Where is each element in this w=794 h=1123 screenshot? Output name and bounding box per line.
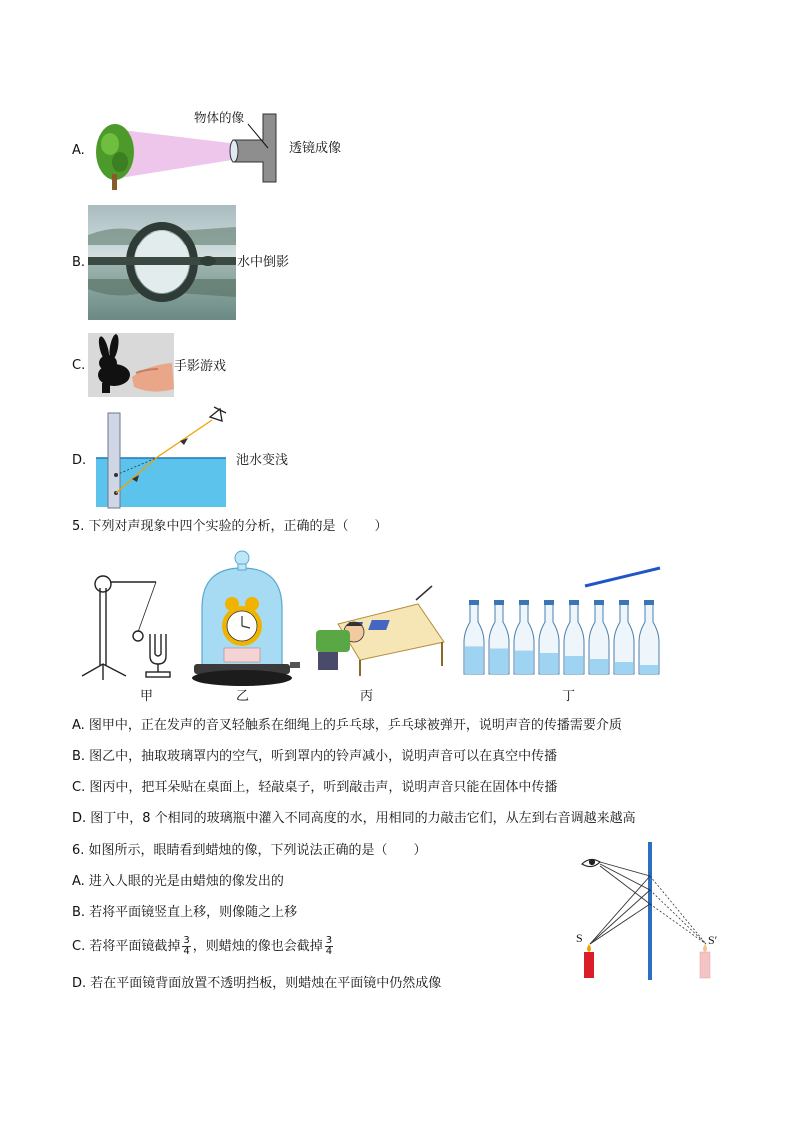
bottle-water xyxy=(590,659,608,674)
q6-option-b: B. 若将平面镜竖直上移，则像随之上移 xyxy=(72,905,298,920)
q6-option-c-mid: ，则蜡烛的像也会截掉 xyxy=(192,939,323,954)
bottle-water xyxy=(515,651,533,674)
q6-option-d: D. 若在平面镜背面放置不透明挡板，则蜡烛在平面镜中仍然成像 xyxy=(72,976,442,991)
fraction-three-quarters: $\frac{3}{4}$ xyxy=(183,935,190,957)
q5-option-b: B. 图乙中，抽取玻璃罩内的空气，听到罩内的铃声减小，说明声音可以在真空中传播 xyxy=(72,749,558,764)
pool-refraction-figure xyxy=(96,405,228,508)
bottle-water xyxy=(640,665,658,674)
q6-stem: 6. 如图所示，眼睛看到蜡烛的像，下列说法正确的是（ ） xyxy=(72,843,427,858)
eye-icon xyxy=(582,859,600,866)
q5-option-a: A. 图甲中，正在发声的音叉轻触系在细绳上的乒乓球，乒乓球被弹开，说明声音的传播需要介质 xyxy=(72,718,622,733)
eye-icon xyxy=(210,407,226,421)
bottle-water xyxy=(615,662,633,674)
label-s: S xyxy=(576,931,583,945)
bottle-cap xyxy=(569,600,579,605)
fraction-three-quarters-2: $\frac{3}{4}$ xyxy=(325,935,333,957)
plane-mirror-figure xyxy=(570,840,730,985)
option-d-letter: D. xyxy=(72,453,87,468)
striker-rod xyxy=(585,568,660,586)
label-yi: 乙 xyxy=(236,689,250,704)
q6-option-c-pre: C. 若将平面镜截掉 xyxy=(72,939,181,954)
option-a-letter: A. xyxy=(72,143,85,158)
label-jia: 甲 xyxy=(140,689,154,704)
bottle-cap xyxy=(519,600,529,605)
candle-image xyxy=(700,952,710,978)
bottle-water xyxy=(540,653,558,674)
option-d-label: 池水变浅 xyxy=(236,453,289,468)
bottle-cap xyxy=(469,600,479,605)
bottle-cap xyxy=(644,600,654,605)
glass-rod xyxy=(108,413,120,508)
bottle-cap xyxy=(619,600,629,605)
bottle-water xyxy=(565,656,583,674)
image-label: 物体的像 xyxy=(194,110,245,125)
candle xyxy=(584,952,594,978)
q5-option-c: C. 图丙中，把耳朵贴在桌面上，轻敲桌子，听到敲击声，说明声音只能在固体中传播 xyxy=(72,780,558,795)
label-s-prime: S′ xyxy=(708,933,718,947)
q6-option-c xyxy=(72,934,335,960)
option-c-letter: C. xyxy=(72,358,86,373)
desk-listening-scene xyxy=(316,586,444,676)
option-b-letter: B. xyxy=(72,255,86,270)
tuning-fork-apparatus xyxy=(82,576,170,680)
lens-imaging-figure xyxy=(88,104,288,194)
bottle-water xyxy=(465,646,483,674)
hand-shadow-figure xyxy=(88,333,174,397)
bottle-row xyxy=(464,600,659,674)
q6-option-a: A. 进入人眼的光是由蜡烛的像发出的 xyxy=(72,874,284,889)
bell-jar-apparatus xyxy=(192,551,300,686)
label-bing: 丙 xyxy=(360,689,374,704)
label-ding: 丁 xyxy=(562,689,576,704)
q5-option-d: D. 图丁中，8 个相同的玻璃瓶中灌入不同高度的水，用相同的力敲击它们，从左到右音调越来越高 xyxy=(72,811,636,826)
tree-trunk xyxy=(112,174,117,190)
bottle-cap xyxy=(544,600,554,605)
sound-experiments-figure xyxy=(70,548,680,704)
bottle-cap xyxy=(594,600,604,605)
bridge-reflection-figure xyxy=(88,205,236,320)
option-b-label: 水中倒影 xyxy=(237,255,290,270)
q5-stem: 5. 下列对声现象中四个实验的分析，正确的是（ ） xyxy=(72,519,388,534)
bottle-water xyxy=(490,649,508,675)
bottle-cap xyxy=(494,600,504,605)
option-c-label: 手影游戏 xyxy=(174,359,227,374)
lens xyxy=(230,140,238,162)
glass-bottle xyxy=(639,604,659,674)
option-a-label: 透镜成像 xyxy=(289,141,342,156)
